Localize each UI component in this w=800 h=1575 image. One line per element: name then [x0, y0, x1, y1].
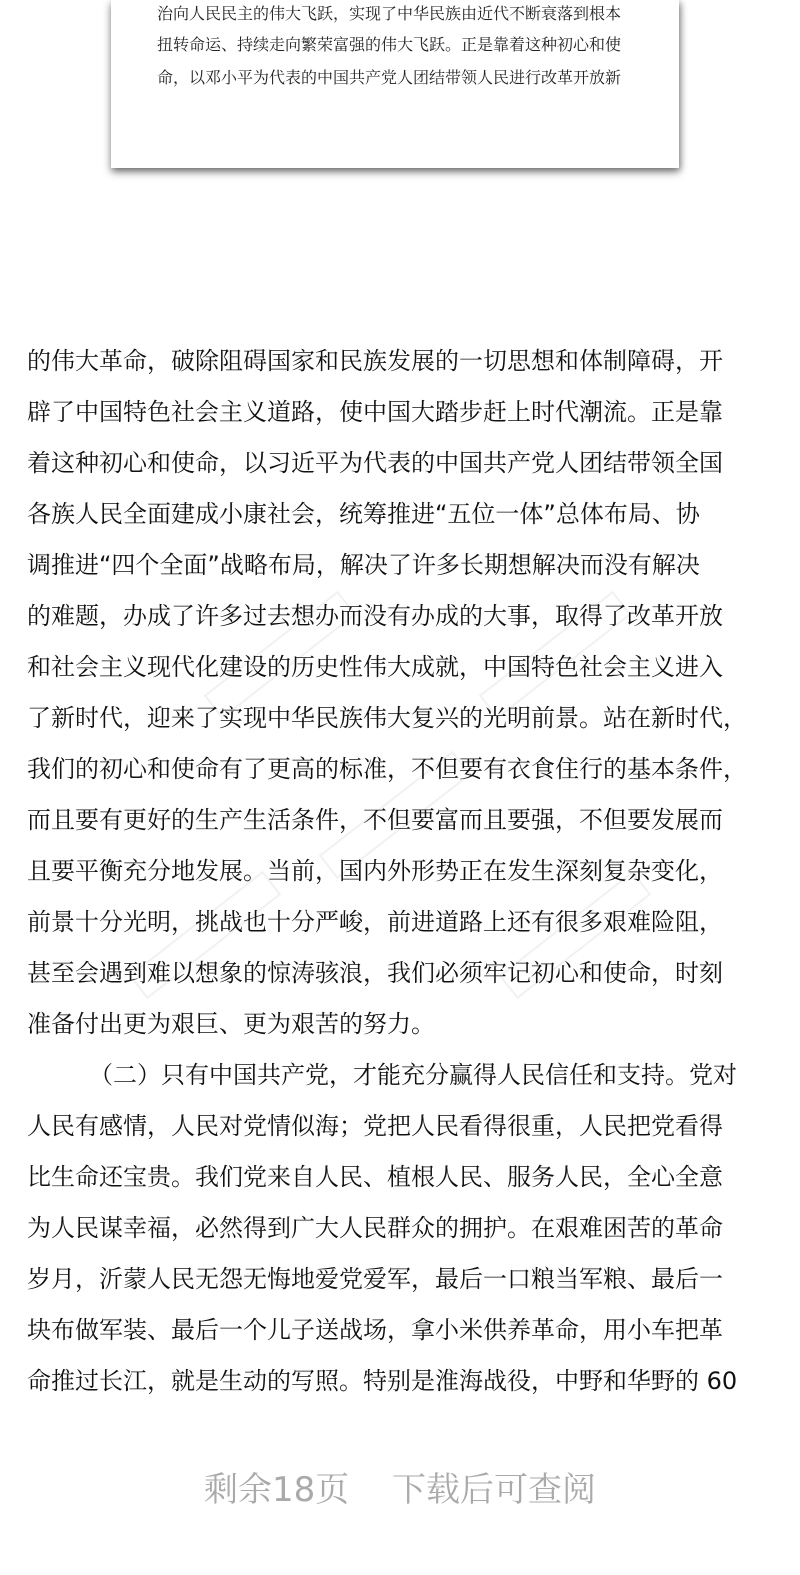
body-line: 的难题，办成了许多过去想办而没有办成的大事，取得了改革开放: [27, 602, 723, 630]
body-line: 着这种初心和使命，以习近平为代表的中国共产党人团结带领全国: [27, 449, 723, 477]
download-to-view-label[interactable]: 下载后可查阅: [392, 1470, 597, 1510]
body-line: 而且要有更好的生产生活条件，不但要富而且要强，不但要发展而: [27, 806, 723, 834]
body-line: 人民有感情，人民对党情似海；党把人民看得很重，人民把党看得: [27, 1112, 723, 1140]
preview-line: 治向人民民主的伟大飞跃，实现了中华民族由近代不断衰落到根本: [157, 4, 622, 23]
body-line: 准备付出更为艰巨、更为艰苦的努力。: [27, 1010, 435, 1038]
download-prompt[interactable]: [0, 1470, 800, 1510]
body-line: 岁月，沂蒙人民无怨无悔地爱党爱军，最后一口粮当军粮、最后一: [27, 1265, 723, 1293]
body-line: 块布做军装、最后一个儿子送战场，拿小米供养革命，用小车把革: [27, 1316, 723, 1344]
body-line: 前景十分光明，挑战也十分严峻，前进道路上还有很多艰难险阻，: [27, 908, 723, 936]
body-line: 和社会主义现代化建设的历史性伟大成就，中国特色社会主义进入: [27, 653, 723, 681]
body-line: 的伟大革命，破除阻碍国家和民族发展的一切思想和体制障碍，开: [27, 347, 723, 375]
section-heading-line: （二）只有中国共产党，才能充分赢得人民信任和支持。党对: [89, 1061, 737, 1089]
body-line: 且要平衡充分地发展。当前，国内外形势正在发生深刻复杂变化，: [27, 857, 723, 885]
preview-card: [111, 0, 679, 168]
body-line: 命推过长江，就是生动的写照。特别是淮海战役，中野和华野的 60: [27, 1367, 738, 1395]
body-line: 了新时代，迎来了实现中华民族伟大复兴的光明前景。站在新时代，: [27, 704, 747, 732]
body-line: 甚至会遇到难以想象的惊涛骇浪，我们必须牢记初心和使命，时刻: [27, 959, 723, 987]
preview-line: 命，以邓小平为代表的中国共产党人团结带领人民进行改革开放新: [157, 68, 622, 87]
preview-line: 扭转命运、持续走向繁荣富强的伟大飞跃。正是靠着这种初心和使: [157, 35, 622, 54]
body-line: 我们的初心和使命有了更高的标准，不但要有衣食住行的基本条件，: [27, 755, 747, 783]
body-line: 比生命还宝贵。我们党来自人民、植根人民、服务人民，全心全意: [27, 1163, 723, 1191]
body-line: 调推进“四个全面”战略布局，解决了许多长期想解决而没有解决: [27, 551, 700, 579]
body-line: 辟了中国特色社会主义道路，使中国大踏步赶上时代潮流。正是靠: [27, 398, 723, 426]
body-line: 各族人民全面建成小康社会，统筹推进“五位一体”总体布局、协: [27, 500, 700, 528]
body-line: 为人民谋幸福，必然得到广大人民群众的拥护。在艰难困苦的革命: [27, 1214, 723, 1242]
remaining-pages-label: 剩余18页: [203, 1470, 350, 1510]
